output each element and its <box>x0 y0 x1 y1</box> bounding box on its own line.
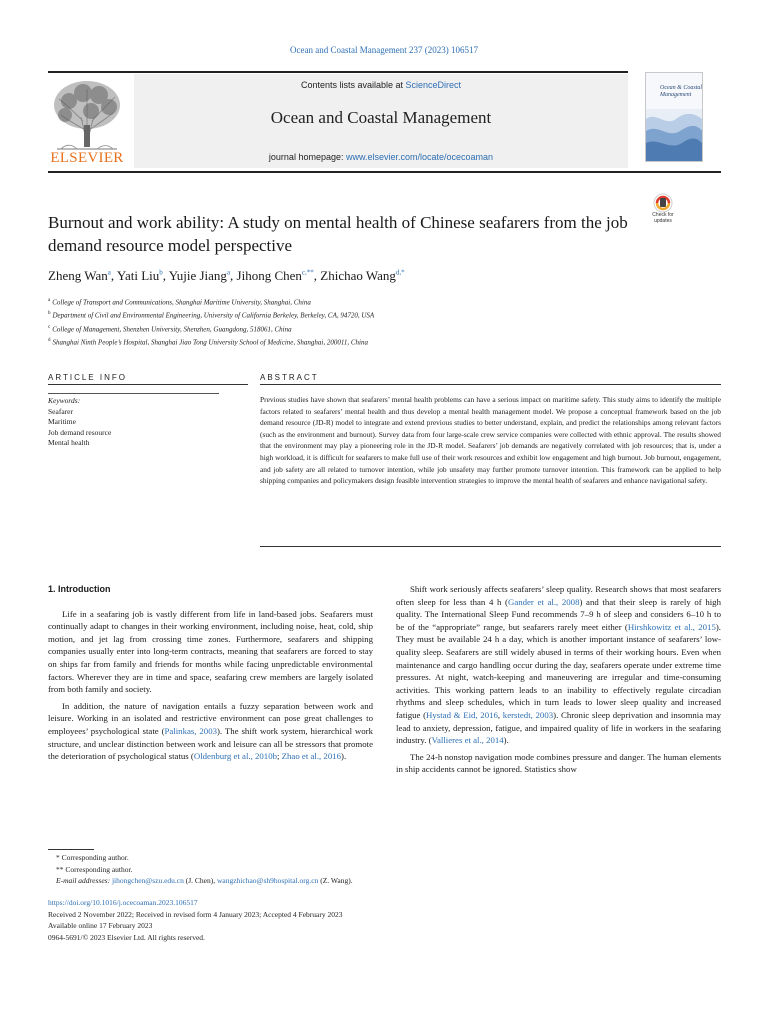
contents-line <box>134 80 628 90</box>
section-heading-introduction: 1. Introduction <box>48 584 111 594</box>
email-owner: (Z. Wang). <box>318 876 353 885</box>
citation-link[interactable]: Zhao et al., 2016 <box>281 751 342 762</box>
body-paragraph: The 24-h nonstop navigation mode combines pressure and danger. The human elements in ship accidents cannot be ignored. Statistics show <box>396 751 721 775</box>
sciencedirect-link[interactable]: ScienceDirect <box>405 80 462 90</box>
author-list: Zheng Wan$^a$, Yati Liu$^b$, Yujie Jiang$^a$, Jihong Chen$^{c,**}$, Zhichao Wang$^{d,*}$ <box>48 268 405 283</box>
keywords-rule <box>48 393 219 394</box>
article-info-rule <box>48 384 248 385</box>
body-paragraph <box>48 700 373 763</box>
citation-link[interactable]: Hirshkowitz et al., 2015 <box>627 621 716 632</box>
footnotes <box>48 852 728 887</box>
email-link[interactable]: wangzhichao@sh9hospital.org.cn <box>216 876 319 885</box>
paragraph-text: ; <box>277 751 282 762</box>
affiliation-text: College of Transport and Communications, Shanghai Maritime University, Shanghai, China <box>52 298 311 307</box>
keyword-item: Maritime <box>48 417 76 426</box>
author-name[interactable]: Jihong Chen <box>236 268 302 283</box>
abstract-rule <box>260 384 721 385</box>
keyword-item: Job demand resource <box>48 427 112 437</box>
cover-title: Ocean & Coastal Management <box>660 85 702 98</box>
author-affiliation-mark[interactable]: a <box>107 268 111 277</box>
paragraph-text: Shift work seriously affects seafarers’ sleep quality. Research shows that most seafarers often sleep for less than 4 h ( <box>396 584 721 607</box>
keyword-item: Seafarer <box>48 406 73 416</box>
body-paragraph <box>396 583 721 747</box>
author-affiliation-mark[interactable]: b <box>159 268 163 277</box>
journal-reference[interactable]: Ocean and Coastal Management 237 (2023) 106517 <box>290 45 478 55</box>
check-for-updates-label[interactable]: Check for updates <box>652 212 674 224</box>
citation-link[interactable]: Palinkas, 2003 <box>164 725 218 736</box>
email-owner: (J. Chen), <box>183 876 217 885</box>
author-name[interactable]: Yati Liu <box>116 268 160 283</box>
citation-link[interactable]: kerstedt, 2003 <box>502 709 554 720</box>
affiliation-mark: b <box>48 311 51 317</box>
paragraph-text: ) and that their sleep is rarely of high quality. The International Sleep Fund recommends 7–9 h of sleep and considers 6–10 h to be of the “appropriate” range, but seafarers rarely meet either ( <box>396 596 721 632</box>
header-rule-top <box>48 71 628 73</box>
affiliation-text: Shanghai Ninth People’s Hospital, Shanghai Jiao Tong University School of Medicine, Shanghai, 200011, China <box>52 338 368 347</box>
abstract-bottom-rule <box>260 546 721 547</box>
author-affiliation-mark[interactable]: d,* <box>395 268 405 277</box>
publication-info <box>48 897 728 943</box>
paragraph-text: ). Chronic sleep deprivation and insomnia may lead to anxiety, depression, fatigue, and impaired quality of life in workers in the seafaring industry. ( <box>396 709 721 746</box>
paragraph-text: In addition, the nature of navigation entails a fuzzy separation between work and leisure. Working in an isolated and restrictive environment can pose great challenges to employees’ psychological state ( <box>48 700 373 736</box>
affiliation-mark: a <box>48 298 51 303</box>
affiliation-item <box>48 335 688 348</box>
article-title: Burnout and work ability: A study on mental health of Chinese seafarers from the job demand resource model perspective <box>48 213 628 255</box>
keywords-block <box>48 396 228 449</box>
journal-cover-thumbnail[interactable] <box>645 72 703 162</box>
available-online: Available online 17 February 2023 <box>48 921 153 930</box>
contents-prefix: Contents lists available at <box>300 80 406 90</box>
affiliation-mark: c <box>48 324 51 330</box>
paragraph-text: ). <box>341 751 347 762</box>
article-info-heading: ARTICLE INFO <box>48 373 127 382</box>
paragraph-text: , <box>497 709 503 720</box>
footnote-corresponding-2: ** Corresponding author. <box>56 864 133 874</box>
footnote-corresponding-1: * Corresponding author. <box>56 853 129 862</box>
author-affiliation-mark[interactable]: c,** <box>301 268 314 277</box>
keyword-item: Mental health <box>48 438 90 447</box>
cover-wave-image <box>646 109 703 161</box>
paragraph-text: ). They must be available 24 h a day, which is another important instance of seafarers’ low-quality sleep. Seafarers are still widely abused in terms of their working hours. Even when maintenance and cargo handling occur during the day, seafarers operate under extreme time pressures. At night, watch-keeping and maneuvering are irregular and time-consuming activities. This working pattern leads to an inability to effectively regulate circadian rhythms and sleep schedules, which in turn leads to lower sleep quality and increased fatigue ( <box>396 621 721 720</box>
body-paragraph: Life in a seafaring job is vastly different from life in land-based jobs. Seafarers must continually adapt to changes in their working environment, including noise, heat, cold, ship motion, and jet lag from crossing time zones. Furthermore, seafarers and shipping companies usually enter into long-term contracts, meaning that seafarers are forced to stay on ships far from family and friends for months while facing unpredictable environmental factors. Wherever they are in time and space, seafaring crew members are largely isolated from both family and society. <box>48 608 373 695</box>
elsevier-wordmark: ELSEVIER <box>50 150 124 166</box>
abstract-text: Previous studies have shown that seafarers’ mental health problems can have a serious impact on maritime safety. This study aims to identify the multiple factors related to seafarers’ mental health and thus develop a mental health management model. We propose a conceptual framework based on the job demand resource (JD-R) model to integrate and extend previous studies to better understand, explain, and predict the relationships among relevant factors (such as the environment and burnout). Survey data from four large-scale crew service companies were collected with ethnic approval. The results showed that the environment may play a pioneering role in the JD-R model. Seafarers’ job demands are negatively correlated with job resources; that is, under a high workload, it is difficult for seafarers to make full use of their work resources and exhibit low engagement and high burnout. Job burnout, engagement, and job safety are all related to turnover intention, while job unsafety may further promote turnover intention. This framework can be applied to help shipping companies and policymakers design feasible intervention strategies to improve the mental health of seafarers and enhance navigational safety. <box>260 395 721 486</box>
citation-link[interactable]: Gander et al., 2008 <box>507 596 580 607</box>
affiliation-mark: d <box>48 337 51 343</box>
affiliation-text: Department of Civil and Environmental Engineering, University of California Berkeley, Berkeley, CA, 94720, USA <box>52 311 375 320</box>
body-column-right <box>396 583 721 776</box>
received-dates: Received 2 November 2022; Received in revised form 4 January 2023; Accepted 4 February 2023 <box>48 909 343 919</box>
homepage-prefix: journal homepage: <box>268 152 346 162</box>
homepage-line <box>134 152 628 162</box>
author-name[interactable]: Zhichao Wang <box>320 268 396 283</box>
email-link[interactable]: jihongchen@szu.edu.cn <box>111 876 184 885</box>
paragraph-text: ). The shift work system, hierarchical work structure, and unclear distinction between work and leisure can all be stressors that promote the deterioration of psychological status ( <box>48 725 373 762</box>
footnote-rule <box>48 849 94 850</box>
header-rule-bottom <box>48 171 721 173</box>
keywords-label: Keywords: <box>48 396 81 405</box>
journal-homepage-link[interactable]: www.elsevier.com/locate/ocecoaman <box>345 152 494 162</box>
affiliations <box>48 295 688 348</box>
journal-name: Ocean and Coastal Management <box>270 108 492 127</box>
citation-link[interactable]: Hystad & Eid, 2016 <box>426 709 498 720</box>
doi-link[interactable]: https://doi.org/10.1016/j.ocecoaman.2023.106517 <box>48 898 198 907</box>
author-affiliation-mark[interactable]: a <box>226 268 231 277</box>
email-label: E-mail addresses: <box>56 876 112 885</box>
footnote-emails <box>48 875 728 887</box>
body-column-left <box>48 583 373 763</box>
author-name[interactable]: Yujie Jiang <box>168 268 227 283</box>
affiliation-item <box>48 308 688 321</box>
abstract-heading: ABSTRACT <box>260 373 319 382</box>
author-name[interactable]: Zheng Wan <box>48 268 108 283</box>
citation-link[interactable]: Oldenburg et al., 2010b <box>193 751 277 762</box>
citation-link[interactable]: Vallieres et al., 2014 <box>431 735 504 746</box>
paragraph-text: ). <box>503 735 509 746</box>
copyright: 0964-5691/© 2023 Elsevier Ltd. All rights reserved. <box>48 932 205 942</box>
affiliation-item <box>48 322 688 335</box>
affiliation-item <box>48 295 688 308</box>
affiliation-text: College of Management, Shenzhen University, Shenzhen, Guangdong, 518061, China <box>52 324 292 333</box>
